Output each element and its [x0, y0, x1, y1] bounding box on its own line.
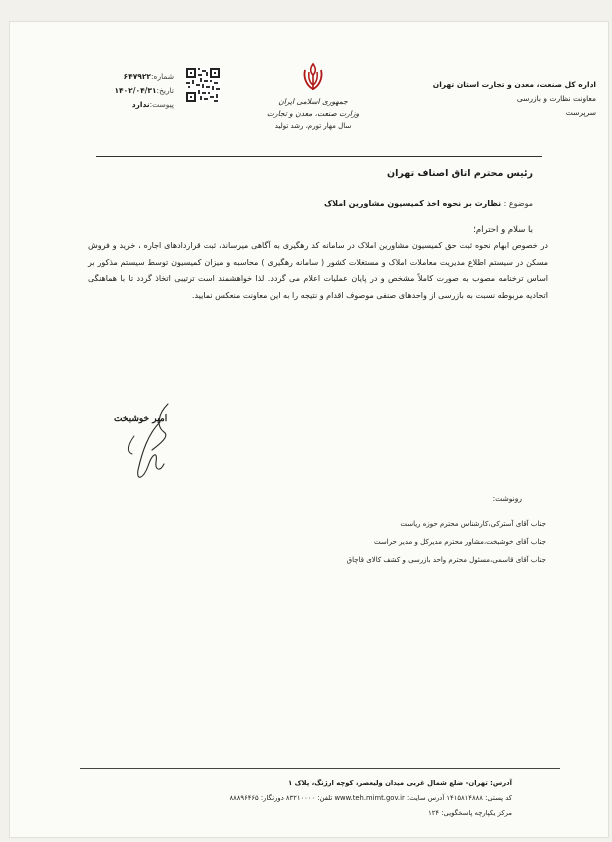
footer-address: آدرس: تهران- ضلع شمال غربی میدان ولیعصر، کوچه ارژنگ، پلاک ۱ — [288, 779, 512, 787]
letter-number: شماره:۶۴۷۹۲۲ — [123, 72, 174, 81]
cc-list — [246, 515, 546, 569]
signatory-name: امیر خوشبخت — [114, 414, 168, 424]
issuer-title: سرپرست — [565, 108, 596, 117]
signature-scribble — [98, 392, 208, 492]
letter-date: تاریخ:۱۴۰۲/۰۴/۳۱ — [114, 86, 174, 95]
organization-header — [432, 78, 596, 120]
letter-meta — [74, 70, 174, 112]
cc-item: جناب آقای آسترکی،کارشناس محترم حوزه ریاست — [400, 520, 546, 528]
recipient: رئیس محترم اتاق اصناف تهران — [387, 168, 533, 179]
subject-line: موضوع : نظارت بر نحوه اخذ کمیسیون مشاورین املاک — [323, 199, 533, 208]
organization-name: اداره کل صنعت، معدن و تجارت استان تهران — [432, 80, 596, 89]
emblem-block — [258, 62, 368, 132]
footer — [92, 776, 512, 821]
emblem-icon — [300, 62, 326, 92]
year-slogan: سال مهار تورم، رشد تولید — [274, 122, 352, 130]
cc-item: جناب آقای خوشبخت،مشاور محترم مدیرکل و مدیر حراست — [373, 538, 546, 546]
country-name: جمهوری اسلامی ایران — [278, 97, 348, 106]
letter-attachment: پیوست:ندارد — [131, 100, 174, 109]
header-divider — [96, 156, 542, 157]
subject-value: نظارت بر نحوه اخذ کمیسیون مشاورین املاک — [323, 199, 502, 208]
ministry-name: وزارت صنعت، معدن و تجارت — [266, 109, 360, 118]
cc-item: جناب آقای قاسمی،مسئول محترم واحد بازرسی و کشف کالای قاچاق — [346, 556, 546, 564]
cc-title: رونوشت: — [492, 494, 522, 503]
body-paragraph: در خصوص ابهام نحوه ثبت حق کمیسیون مشاورین املاک در سامانه کد رهگیری به آگاهی میرساند، ثبت قراردادهای اجاره ، خرید و فروش مسکن در سیستم اطلاع مدیریت معاملات املاک و مستغلات کشور ( سامانه رهگیری ) محاسبه و میزان کمیسیون توسط سیستم مذکور بر اساس ترخنامه مصوب به صورت کاملاً مشخص و در پایان عملیات اعلام می گردد. لذا خواهشمند است ترتیبی اتخاذ گردد تا با هماهنگی اتحادیه مربوطه نسبت به بازرسی از واحدهای صنفی موصوف اقدام و نتیجه را به این معاونت منعکس نمایید. — [88, 241, 548, 300]
footer-contact: کد پستی: ۱۴۱۵۸۱۴۸۸۸ آدرس سایت: www.teh.mimt.gov.ir تلفن: ۸۳۲۱۰۰۰۰ دورنگار: ۸۸۸۹۶۴۶۵ — [229, 794, 512, 802]
qr-code-icon — [186, 68, 220, 102]
greeting: با سلام و احترام؛ — [473, 225, 533, 235]
letter-page — [10, 22, 608, 837]
letter-body — [88, 238, 548, 304]
department-name: معاونت نظارت و بازرسی — [516, 94, 596, 103]
footer-divider — [80, 768, 560, 769]
footer-call-center: مرکز یکپارچه پاسخگویی: ۱۲۴ — [428, 809, 512, 817]
